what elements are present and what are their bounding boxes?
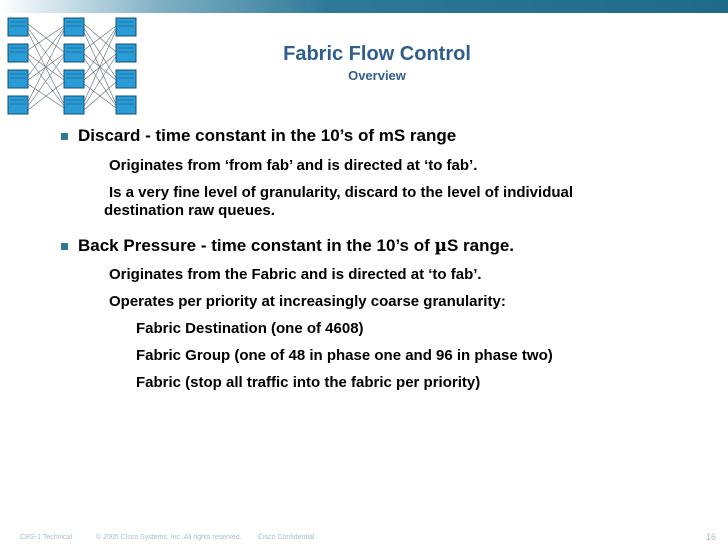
switch-fabric-diagram-icon [4,14,144,122]
sub-sub-bullet-fabric-stop: Fabric (stop all traffic into the fabric per priority) [136,374,481,391]
slide-subtitle: Overview [348,68,406,83]
bullet-back-pressure-pre: Back Pressure - time constant in the 10’s of [78,236,435,255]
sub-bullet-discard-granularity-cont: destination raw queues. [104,202,275,219]
sub-bullet-bp-origin: Originates from the Fabric and is directed at ‘to fab’. [109,266,482,283]
bullet-back-pressure [78,236,514,256]
top-banner [0,0,728,13]
sub-bullet-discard-granularity: Is a very fine level of granularity, discard to the level of individual [109,184,574,201]
slide-title: Fabric Flow Control [283,43,471,65]
sub-sub-bullet-fabric-destination: Fabric Destination (one of 4608) [136,320,364,337]
sub-bullet-bp-priority: Operates per priority at increasingly coarse granularity: [109,293,506,310]
square-bullet-icon [61,243,68,250]
sub-bullet-discard-origin: Originates from ‘from fab’ and is directed at ‘to fab’. [109,157,478,174]
bullet-discard: Discard - time constant in the 10’s of mS range [78,126,457,145]
sub-sub-bullet-fabric-group: Fabric Group (one of 48 in phase one and 96 in phase two) [136,347,553,364]
footer-confidential: Cisco Confidential [258,534,315,541]
square-bullet-icon [61,133,68,140]
footer-copyright: © 2005 Cisco Systems, Inc. All rights reserved. [96,534,242,541]
page-number: 16 [706,532,717,542]
bullet-back-pressure-post: S range. [446,236,515,255]
micro-symbol: µ [434,236,447,256]
footer-left: CRS-1 Technical [20,534,73,541]
